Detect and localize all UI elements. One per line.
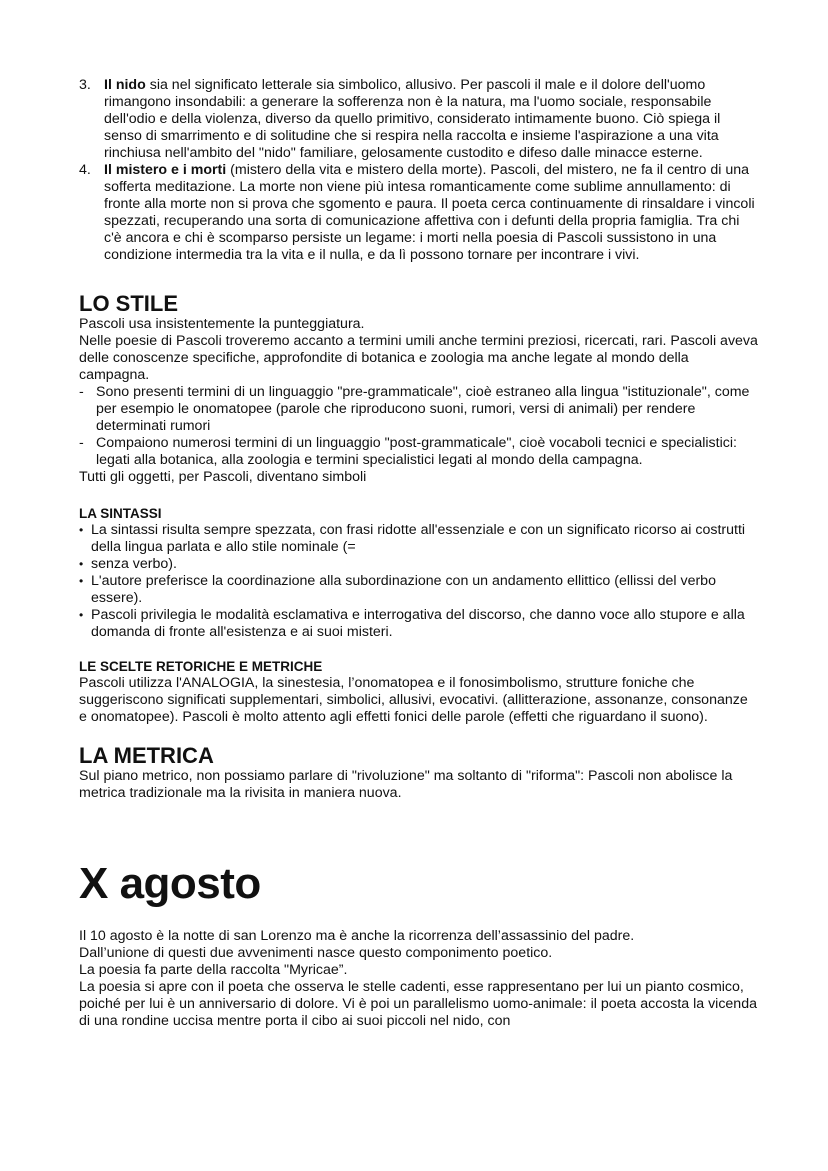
heading-lo-stile: LO STILE [79,291,178,316]
stile-paragraph-2: Nelle poesie di Pascoli troveremo accanto a termini umili anche termini preziosi, ricercati, rari. Pascoli aveva delle conoscenze specifiche, approfondite di botanica e zoologia ma anche legate al mondo della campagna. [79,333,758,383]
bullet-marker: • [79,574,84,588]
bullet-item [79,573,759,607]
agosto-paragraph-4: La poesia si apre con il poeta che osserva le stelle cadenti, esse rappresentano per lui un pianto cosmico, poiché per lui è un anniversario di dolore. Vi è poi un parallelismo uomo-animale: il poeta accosta la vicenda di una rondine uccisa mentre porta il cibo ai suoi piccoli nel nido, con [79,979,757,1029]
heading-la-metrica: LA METRICA [79,743,214,768]
list-item-bold: Il mistero e i morti [104,162,227,178]
heading-scelte-retoriche: LE SCELTE RETORICHE E METRICHE [79,659,323,674]
list-number: 4. [79,162,91,178]
agosto-paragraph-2: Dall’unione di questi due avvenimenti nasce questo componimento poetico. [79,945,553,961]
list-item-text: (mistero della vita e mistero della morte). Pascoli, del mistero, ne fa il centro di una sofferta meditazione. La morte non viene più intesa romanticamente come sublime annullamento: di fronte alla morte non si prova che sgomento e paura. Il poeta cerca continuamente di rinsaldare i vincoli spezzati, recuperando una sorta di comunicazione affettiva con i defunti della propria famiglia. Tra chi c'è ancora e chi è scomparso persiste un legame: i morti nella poesia di Pascoli sussistono in una condizione intermedia tra la vita e il nulla, e da lì possono tornare per incontrare i vivi. [104,162,755,263]
bullet-text: L'autore preferisce la coordinazione alla subordinazione con un andamento ellittico (ellissi del verbo essere). [91,573,716,606]
retoriche-paragraph: Pascoli utilizza l'ANALOGIA, la sinestesia, l’onomatopea e il fonosimbolismo, strutture foniche che suggeriscono significati supplementari, simbolici, allusivi, evocativi. (allitterazione, assonanze, consonanze e onomatopee). Pascoli è molto attento agli effetti fonici delle parole (effetti che riguardano il suono). [79,675,748,725]
stile-paragraph-1: Pascoli usa insistentemente la punteggiatura. [79,316,365,332]
dash-item-post-grammaticale [79,435,759,469]
dash-marker: - [79,384,84,400]
bullet-text: La sintassi risulta sempre spezzata, con frasi ridotte all'essenziale e con un significato ricorso ai costrutti della lingua parlata e allo stile nominale (= [91,522,746,555]
list-item-bold: Il nido [104,77,146,93]
agosto-paragraph-3: La poesia fa parte della raccolta "Myricae”. [79,962,348,978]
dash-item-pre-grammaticale [79,384,759,435]
list-number: 3. [79,77,91,93]
list-item-mistero [79,162,759,264]
page-content [79,77,759,1030]
title-x-agosto: X agosto [79,859,261,908]
bullet-text: senza verbo). [91,556,177,572]
agosto-paragraph-1: Il 10 agosto è la notte di san Lorenzo ma è anche la ricorrenza dell’assassinio del padre. [79,928,635,944]
bullet-marker: • [79,523,84,537]
dash-marker: - [79,435,84,451]
bullet-item [79,522,759,556]
bullet-marker: • [79,557,84,571]
bullet-marker: • [79,608,84,622]
themes-list [79,77,759,264]
dash-item-text: Sono presenti termini di un linguaggio "pre-grammaticale", cioè estraneo alla lingua "istituzionale", come per esempio le onomatopee (parole che riproducono suoni, rumori, versi di animali) per rendere determinati rumori [96,384,750,434]
list-item-text: sia nel significato letterale sia simbolico, allusivo. Per pascoli il male e il dolore dell'uomo rimangono insondabili: a generare la sofferenza non è la natura, ma l'uomo sociale, responsabile dell'odio e della violenza, diverso da quello primitivo, considerato intimamente buono. Ciò spiega il senso di smarrimento e di solitudine che si respira nella raccolta e insieme l'aspirazione a una vita rinchiusa nell'ambito del "nido" familiare, gelosamente custodito e difeso dalle minacce esterne. [104,77,721,161]
stile-paragraph-3: Tutti gli oggetti, per Pascoli, diventano simboli [79,469,367,485]
list-item-nido [79,77,759,162]
bullet-text: Pascoli privilegia le modalità esclamativa e interrogativa del discorso, che danno voce allo stupore e alla domanda di fronte all'esistenza e ai suoi misteri. [91,607,745,640]
heading-la-sintassi: LA SINTASSI [79,506,162,521]
bullet-item [79,556,759,573]
bullet-item [79,607,759,641]
metrica-paragraph: Sul piano metrico, non possiamo parlare di "rivoluzione" ma soltanto di "riforma": Pascoli non abolisce la metrica tradizionale ma la rivisita in maniera nuova. [79,768,733,801]
dash-item-text: Compaiono numerosi termini di un linguaggio "post-grammaticale", cioè vocaboli tecnici e specialistici: legati alla botanica, alla zoologia e termini specialistici legati al mondo della campagna. [96,435,737,468]
